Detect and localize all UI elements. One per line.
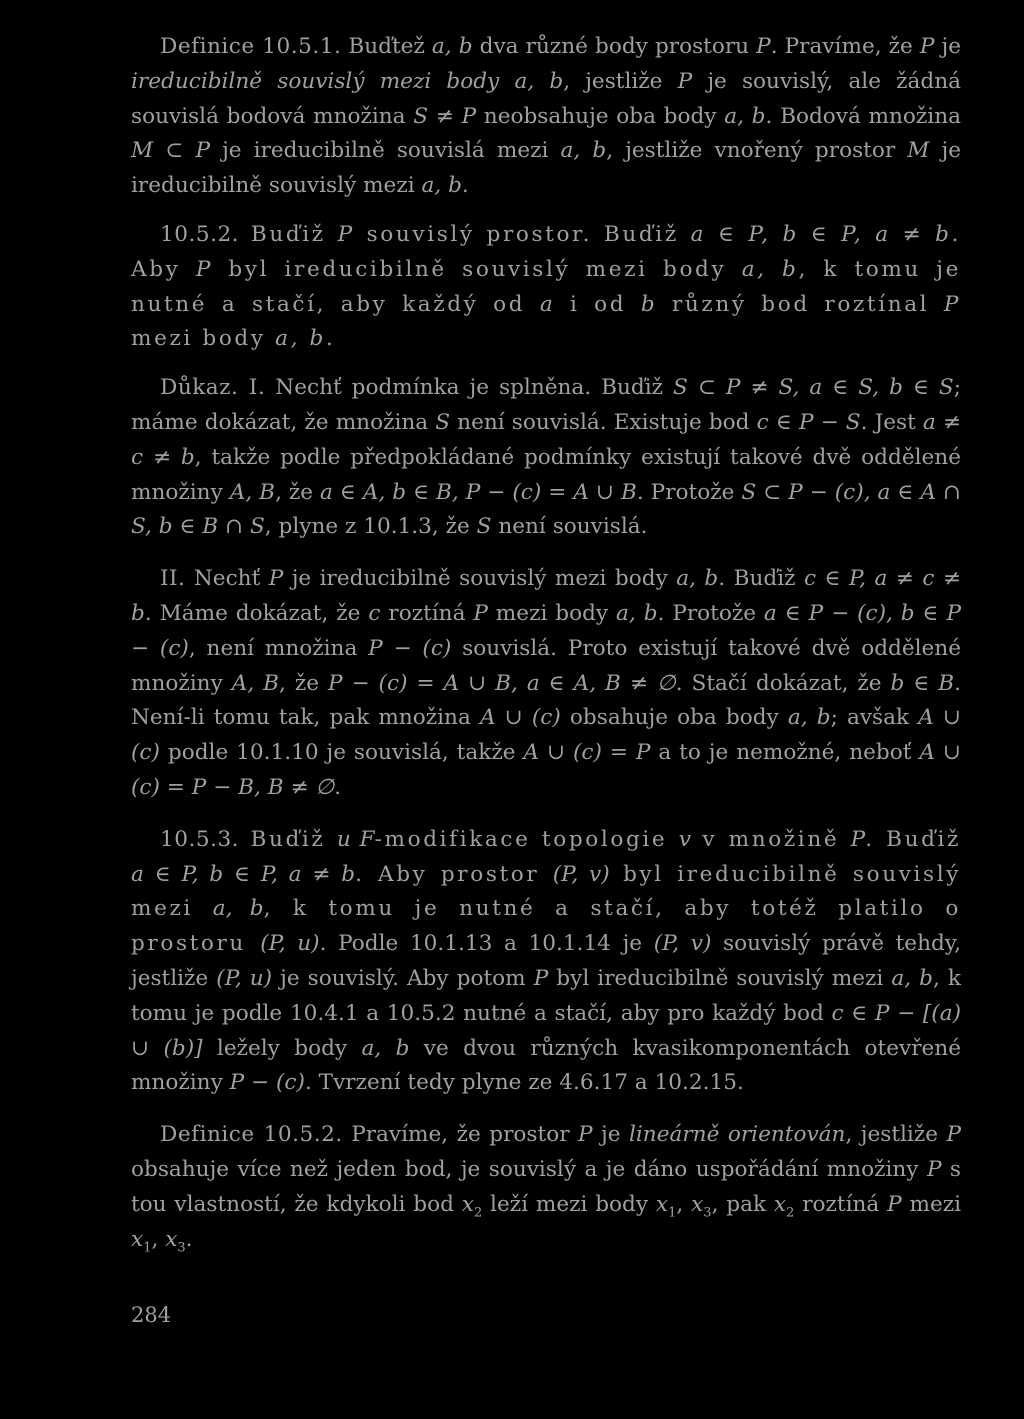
math: c ∈ P − [(a) ∪ (b)] — [131, 1000, 961, 1061]
text: , k tomu je nutné a stačí, aby totéž platilo o prostoru — [131, 896, 962, 957]
definition-heading: Definice 10.5.2. — [160, 1122, 343, 1148]
text: je souvislý, ale žádná souvislá bodová množina — [131, 68, 962, 129]
proof-part-1 — [131, 371, 961, 545]
text: obsahuje více než jeden bod, je souvislý a je dáno uspořádání množiny — [131, 1156, 927, 1182]
math: P — [337, 221, 355, 247]
text: v množině — [690, 826, 851, 852]
text: ; avšak — [830, 705, 919, 731]
text: , — [676, 1191, 692, 1217]
math: P — [756, 34, 771, 59]
math: (P, v) — [552, 861, 610, 887]
math: P − (c) — [229, 1070, 305, 1096]
text: souvislý právě tehdy, jestliže — [131, 931, 961, 991]
subscript: 1 — [668, 1205, 677, 1221]
subscript: 1 — [143, 1239, 152, 1255]
math: a, b — [724, 103, 766, 129]
theorem-10-5-2 — [131, 218, 961, 357]
text: , že — [275, 479, 321, 505]
math: a, b — [787, 705, 831, 731]
math: a, b — [616, 600, 658, 626]
text: , pak — [711, 1191, 774, 1217]
math: u — [336, 826, 351, 852]
math: S — [435, 409, 451, 435]
text: . Máme dokázat, že — [144, 600, 369, 626]
text: . Pravíme, že — [770, 34, 920, 59]
text: Buďiž — [239, 826, 337, 852]
math: (P, v) — [653, 931, 712, 957]
math: P — [850, 826, 866, 852]
text: . Protože — [636, 479, 742, 505]
math: a ∈ P − (c), b ∈ P − (c) — [131, 600, 961, 661]
math: x — [655, 1191, 669, 1217]
text: Pravíme, že prostor — [342, 1122, 578, 1148]
math: A, B — [229, 479, 276, 505]
math: a, b — [741, 256, 799, 282]
math: b — [640, 291, 658, 317]
text: s tou vlastností, že kdykoli bod — [131, 1156, 961, 1217]
math: a, b — [499, 68, 564, 94]
text: , jestliže vnořený prostor — [606, 138, 908, 164]
text: souvislá. Proto existují takové dvě oddělené množiny — [131, 635, 961, 696]
math: M — [131, 138, 154, 164]
math-symbol: ≠ — [428, 103, 462, 129]
math: a ∈ A, b ∈ B, P − (c) = A ∪ B — [320, 479, 637, 505]
math: a, b — [676, 566, 719, 592]
math: a, b — [275, 326, 326, 352]
text: je — [934, 34, 961, 59]
text: . Buďiž — [865, 826, 962, 852]
text: Buďiž — [239, 221, 338, 247]
math: x — [165, 1226, 178, 1252]
math: x — [461, 1191, 474, 1217]
text: , není množina — [188, 635, 369, 661]
math: a, b — [421, 173, 462, 199]
theorem-10-5-3 — [131, 823, 961, 1101]
math: S — [476, 514, 492, 540]
math: (P, u) — [260, 931, 320, 957]
math: a, b — [212, 896, 264, 922]
math: a ∈ P, b ∈ P, a ≠ b — [131, 861, 356, 887]
text — [351, 827, 360, 852]
math: S ⊂ P − (c), a ∈ A ∩ S, b ∈ B ∩ S — [131, 479, 962, 540]
subscript: 2 — [473, 1205, 483, 1221]
math: S ⊂ P ≠ S, a ∈ S, b ∈ S — [673, 375, 954, 401]
text: neobsahuje oba body — [476, 103, 725, 129]
proof-heading: II. — [160, 566, 186, 592]
text: mezi — [901, 1191, 962, 1217]
text: a to je nemožné, neboť — [650, 740, 920, 766]
text: . Podle 10.1.13 a 10.1.14 je — [319, 931, 654, 957]
text: . — [461, 173, 469, 199]
math: P — [578, 1122, 593, 1148]
math: P — [461, 103, 477, 129]
text: je souvislý. Aby potom — [272, 965, 534, 991]
text: není souvislá. Existuje bod — [450, 409, 757, 435]
text: byl ireducibilně souvislý mezi body — [212, 256, 742, 282]
proof-heading: Důkaz. I. — [160, 375, 266, 401]
definition-10-5-2 — [131, 1118, 961, 1257]
math: a ≠ c ≠ b — [131, 409, 961, 470]
math: P — [533, 965, 549, 991]
math: P — [926, 1156, 942, 1182]
text: je — [592, 1122, 629, 1148]
text: Nechť — [185, 566, 269, 592]
math: A ∪ (c) — [131, 705, 961, 766]
text: mezi body — [487, 600, 617, 626]
math: P − (c) = A ∪ B, a ∈ A, B ≠ ∅ — [328, 670, 676, 696]
math: c ∈ P − S — [756, 409, 861, 435]
defined-term: ireducibilně souvislý mezi body — [131, 68, 500, 94]
text: . Tvrzení tedy plyne ze 4.6.17 a 10.2.15. — [304, 1070, 744, 1096]
math: P — [946, 1122, 962, 1148]
math: a, b — [361, 1035, 410, 1061]
text: mezi body — [131, 326, 276, 352]
text: . Buďiž — [718, 566, 804, 592]
text: . Není-li tomu tak, pak množina — [131, 670, 962, 731]
definition-10-5-1 — [131, 30, 961, 204]
subscript: 3 — [177, 1239, 186, 1255]
math: a, b — [891, 965, 933, 991]
subscript: 3 — [703, 1205, 712, 1221]
text: Nechť podmínka je splněna. Buďiž — [265, 375, 674, 401]
math: P — [473, 600, 488, 626]
theorem-heading: 10.5.2. — [160, 221, 240, 247]
text: je ireducibilně souvislý mezi — [131, 138, 961, 199]
math: x — [691, 1191, 704, 1217]
math: S — [413, 103, 429, 129]
math: P — [887, 1191, 902, 1217]
math: F — [359, 826, 375, 852]
text: . Aby — [131, 221, 961, 282]
text: roztíná — [794, 1191, 888, 1217]
defined-term: lineárně orientován — [628, 1122, 846, 1148]
text: roztíná — [380, 600, 474, 626]
math: A ∪ (c) = P — [523, 740, 651, 766]
math: b ∈ B — [890, 670, 955, 696]
subscript: 2 — [786, 1205, 795, 1221]
text: . — [325, 326, 336, 352]
text: . Bodová množina — [765, 103, 961, 129]
page-number: 284 — [131, 1303, 172, 1327]
text: ležely body — [202, 1035, 362, 1061]
text: ; máme dokázat, že množina — [131, 375, 961, 435]
text: souvislý prostor. Buďiž — [354, 221, 691, 247]
math: P − (c) — [368, 635, 452, 661]
text: -modifikace topologie — [374, 826, 679, 852]
math: x — [773, 1191, 787, 1217]
text: , k tomu je podle 10.4.1 a 10.5.2 nutné a stačí, aby pro každý bod — [131, 965, 961, 1026]
text: . Protože — [657, 600, 764, 626]
math-symbol: ⊂ — [153, 138, 196, 164]
math: (P, u) — [216, 965, 273, 991]
math: A ∪ (c) = P − B, B ≠ ∅ — [131, 740, 961, 800]
text: , — [151, 1226, 166, 1252]
proof-part-2 — [131, 562, 961, 806]
math: A ∪ (c) — [479, 705, 561, 731]
text: , plyne z 10.1.3, že — [264, 514, 477, 540]
math: x — [131, 1226, 144, 1252]
text: byl ireducibilně souvislý mezi — [131, 861, 962, 922]
math: P — [195, 256, 213, 282]
math: P — [268, 566, 284, 592]
math: a, b — [560, 138, 607, 164]
text: . Jest — [860, 409, 923, 435]
math: P — [195, 138, 210, 164]
text: , jestliže — [563, 68, 678, 94]
math: P — [919, 34, 935, 59]
text: není souvislá. — [491, 514, 648, 540]
math: a — [539, 291, 556, 317]
text: , takže podle předpokládané podmínky existují takové dvě oddělené množiny — [131, 444, 961, 505]
text: je ireducibilně souvislá mezi — [209, 138, 561, 164]
text: , že — [279, 670, 328, 696]
math: M — [907, 138, 930, 164]
text: byl ireducibilně souvislý mezi — [548, 965, 892, 991]
text: . — [185, 1226, 193, 1252]
text: i od — [555, 291, 641, 317]
text: , k tomu je nutné a stačí, aby každý od — [131, 256, 961, 317]
text: je ireducibilně souvislý mezi body — [283, 566, 677, 592]
text: různý bod roztínal — [657, 291, 944, 317]
definition-heading: Definice 10.5.1. — [160, 34, 342, 59]
theorem-heading: 10.5.3. — [160, 826, 240, 852]
text: . Stačí dokázat, že — [675, 670, 891, 696]
math: a ∈ P, b ∈ P, a ≠ b — [690, 221, 952, 247]
text: dva různé body prostoru — [472, 34, 757, 59]
text: . Aby prostor — [355, 861, 553, 887]
math: a, b — [431, 34, 473, 59]
text: Buďtež — [341, 34, 432, 59]
math: c ∈ P, a ≠ c ≠ b — [131, 566, 961, 626]
math: P — [677, 68, 693, 94]
text: ve dvou různých kvasikomponentách otevřené množiny — [131, 1035, 961, 1096]
text: , jestliže — [845, 1122, 947, 1148]
page-body — [131, 30, 961, 1274]
text: leží mezi body — [482, 1191, 656, 1217]
text: podle 10.1.10 je souvislá, takže — [159, 740, 524, 766]
text: . — [334, 774, 342, 800]
text: obsahuje oba body — [560, 705, 788, 731]
math: A, B — [231, 670, 280, 696]
math: c — [368, 600, 381, 626]
math: P — [943, 291, 961, 317]
math: v — [678, 826, 691, 852]
